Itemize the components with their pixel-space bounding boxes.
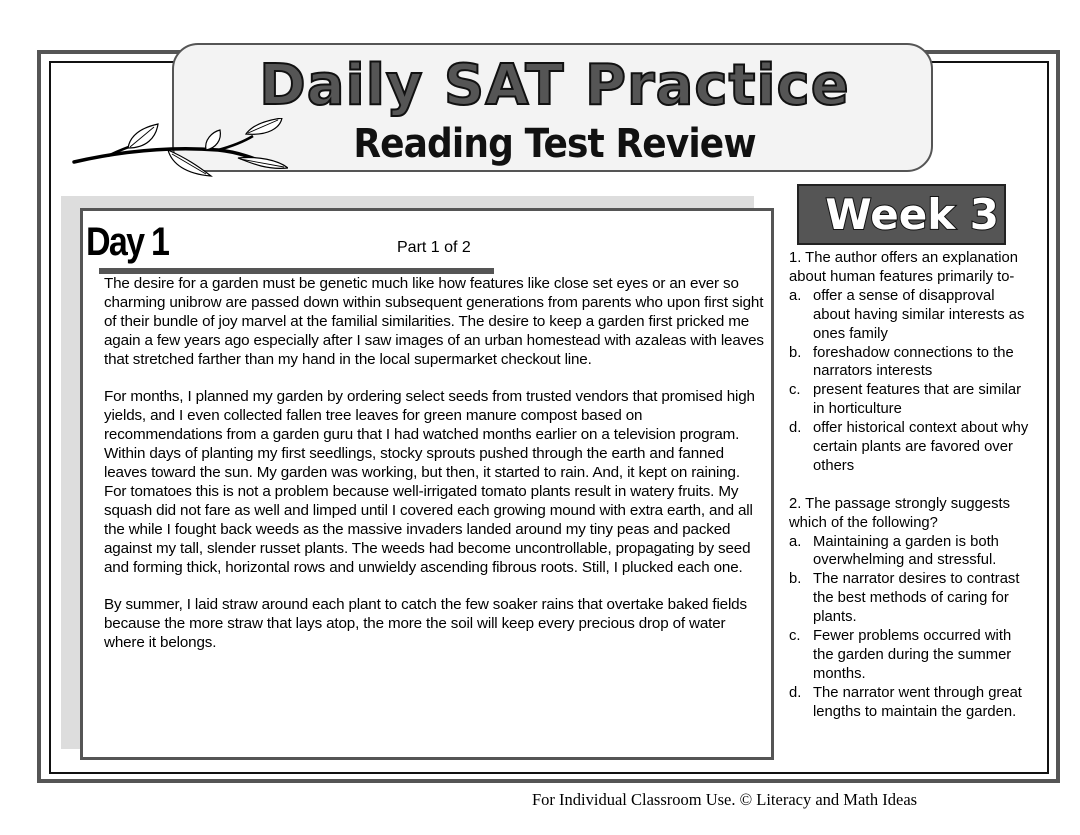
week-badge [797,184,1006,245]
leafy-branch-icon [68,118,288,190]
answer-option-a[interactable] [789,287,1034,344]
answer-option-c[interactable] [789,381,1034,419]
option-letter: d. [789,420,802,437]
answer-option-a[interactable] [789,533,1034,571]
week-label: Week 3 [825,190,999,239]
option-text: Fewer problems occurred with the garden during the summer months. [813,628,1012,682]
option-letter: c. [789,382,801,399]
option-text: present features that are similar in horticulture [813,382,1022,418]
passage-paragraph: For months, I planned my garden by ordering select seeds from trusted vendors that promised high yields, and I even collected fallen tree leaves for green manure compost based on recommendations from a garden guru that I had watched months earlier on a television program. Within days of planting my first seedlings, stocky sprouts pushed through the earth and fanned leaves toward the sun. My garden was working, but then, it started to rain. And, it kept on raining. For tomatoes this is not a problem because well-irrigated tomato plants result in watery fruits. My squash did not fare as well and limped until I covered each growing mound with extra earth, and all the while I fought back weeds as the massive invaders landed around my tiny peas and packed against my tall, slender russet plants. The weeds had become uncontrollable, propagating by seed and forming thick, horizontal rows and unwieldy ascending fibrous roots. Still, I plucked each one. [104,388,755,576]
option-text: foreshadow connections to the narrators interests [813,344,1014,380]
passage-box [80,208,774,760]
option-text: offer a sense of disapproval about having similar interests as ones family [813,287,1025,342]
option-letter: c. [789,628,801,645]
questions-panel [789,249,1034,741]
page-subtitle: Reading Test Review [353,121,756,167]
question-2 [789,495,1034,722]
copyright-footer: For Individual Classroom Use. © Literacy and Math Ideas [532,790,918,809]
option-letter: d. [789,684,802,701]
passage-text [104,275,764,672]
passage-paragraph: By summer, I laid straw around each plant to catch the few soaker rains that overtake baked fields because the more straw that lays atop, the more the soil will keep every precious drop of water where it belongs. [104,596,747,652]
option-letter: a. [789,287,802,304]
page-title: Daily SAT Practice [259,53,850,118]
question-stem: 2. The passage strongly suggests which of the following? [789,495,1010,531]
question-stem: 1. The author offers an explanation about human features primarily to- [789,250,1018,285]
option-text: The narrator desires to contrast the best methods of caring for plants. [813,571,1020,626]
option-letter: a. [789,533,802,550]
option-letter: b. [789,344,802,361]
question-1 [789,249,1034,476]
option-letter: b. [789,571,802,588]
option-text: The narrator went through great lengths to maintain the garden. [813,684,1022,720]
answer-option-b[interactable] [789,570,1034,627]
answer-option-b[interactable] [789,344,1034,382]
answer-option-d[interactable] [789,684,1034,722]
passage-paragraph: The desire for a garden must be genetic much like how features like close set eyes or an ever so charming unibrow are passed down within subsequent generations from parents who upon first sight of their bundle of joy marvel at the familial similarities. The desire to keep a garden first pricked me again a few years ago especially after I saw images of an urban homestead with azaleas with leaves that stretched farther than my hand in the local supermarket checkout line. [104,275,764,368]
option-text: offer historical context about why certain plants are favored over others [813,420,1029,474]
part-label: Part 1 of 2 [397,239,471,256]
day-title: Day 1 [86,220,169,264]
answer-option-c[interactable] [789,627,1034,684]
answer-option-d[interactable] [789,419,1034,476]
option-text: Maintaining a garden is both overwhelming and stressful. [813,533,999,569]
day-underline-divider [99,268,494,274]
